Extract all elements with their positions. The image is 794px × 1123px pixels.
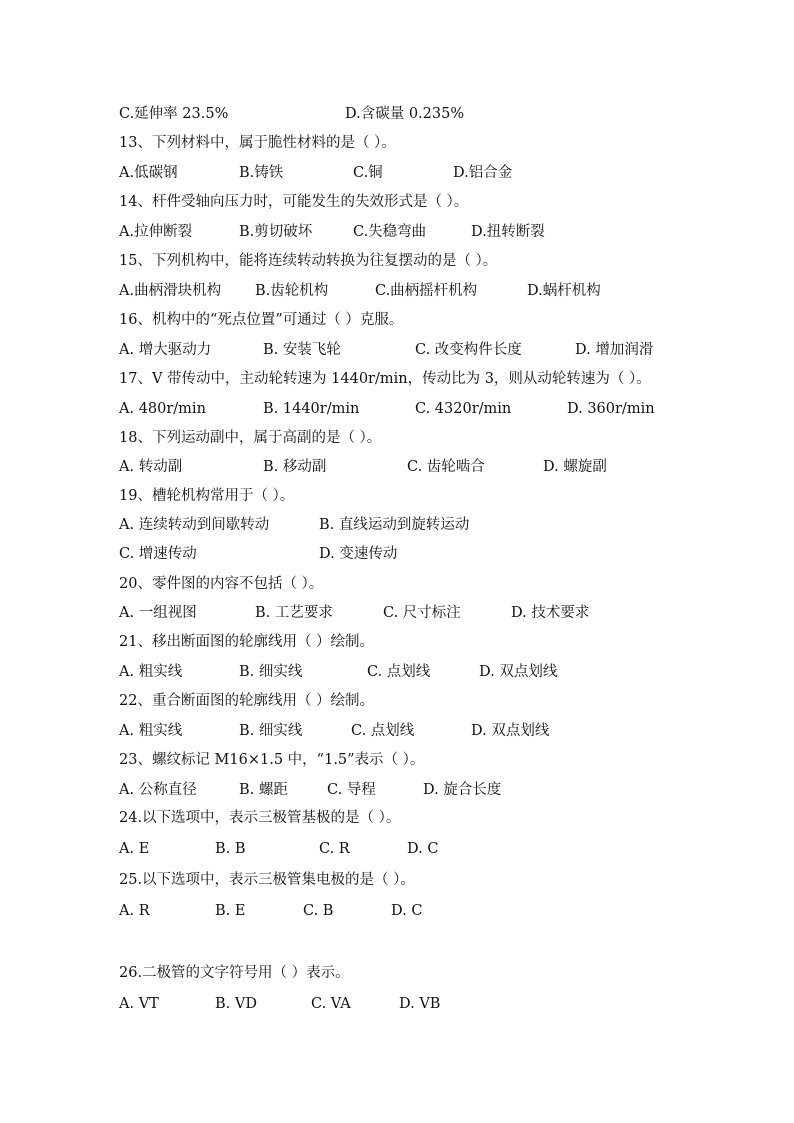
option-text: D. 增加润滑 [575, 342, 654, 358]
option-text: C. 点划线 [351, 723, 415, 739]
option-text: D. 技术要求 [511, 605, 590, 621]
option-text: A. 480r/min [119, 401, 206, 417]
option-text: D. C [407, 841, 439, 857]
option-text: C. 4320r/min [415, 401, 512, 417]
option-text: C. 改变构件长度 [415, 342, 522, 358]
question-text: 21、移出断面图的轮廓线用（ ）绘制。 [119, 634, 375, 650]
question-text: 20、零件图的内容不包括（ ）。 [119, 576, 324, 592]
option-text: A. 增大驱动力 [119, 342, 212, 358]
option-text: B.铸铁 [239, 165, 284, 181]
question-text: 14、杆件受轴向压力时，可能发生的失效形式是（ ）。 [119, 194, 469, 210]
option-text: D. 变速传动 [319, 546, 398, 562]
question-text: 17、V 带传动中，主动轮转速为 1440r/min，传动比为 3，则从动轮转速为（ ）。 [119, 371, 651, 387]
option-text: C. 齿轮啮合 [407, 459, 485, 475]
option-text: A. 公称直径 [119, 782, 197, 798]
option-text: D. 双点划线 [471, 723, 550, 739]
question-text: 24.以下选项中，表示三极管基极的是（ ）。 [119, 810, 401, 826]
option-text: D.蜗杆机构 [527, 283, 601, 299]
option-text: A. 粗实线 [119, 664, 183, 680]
option-text: A.曲柄滑块机构 [119, 283, 222, 299]
option-text: B. E [215, 903, 246, 919]
option-text: B.剪切破坏 [239, 224, 313, 240]
option-text: A. VT [119, 996, 159, 1012]
option-text: A. 连续转动到间歇转动 [119, 517, 270, 533]
option-text: D. VB [399, 996, 441, 1012]
option-text: C.延伸率 23.5% [119, 106, 229, 122]
option-text: C. 点划线 [367, 664, 431, 680]
option-text: B. 直线运动到旋转运动 [319, 517, 470, 533]
option-text: A.低碳钢 [119, 165, 178, 181]
option-text: A. 一组视图 [119, 605, 197, 621]
option-text: B.齿轮机构 [255, 283, 329, 299]
option-text: D. 双点划线 [479, 664, 558, 680]
question-text: 25.以下选项中，表示三极管集电极的是（ ）。 [119, 872, 415, 888]
option-text: D. 螺旋副 [543, 459, 607, 475]
option-text: B. 细实线 [239, 723, 303, 739]
option-text: D. 旋合长度 [423, 782, 502, 798]
option-text: A. E [119, 841, 150, 857]
option-text: D.含碳量 0.235% [345, 106, 465, 122]
question-text: 15、下列机构中，能将连续转动转换为往复摆动的是（ ）。 [119, 253, 498, 269]
question-text: 13、下列材料中，属于脆性材料的是（ ）。 [119, 135, 396, 151]
option-text: C. 尺寸标注 [383, 605, 461, 621]
option-text: C.曲柄摇杆机构 [375, 283, 478, 299]
question-text: 19、槽轮机构常用于（ ）。 [119, 488, 295, 504]
option-text: B. 移动副 [263, 459, 327, 475]
option-text: A. 粗实线 [119, 723, 183, 739]
option-text: D.扭转断裂 [471, 224, 545, 240]
option-text: C. 增速传动 [119, 546, 197, 562]
option-text: B. 工艺要求 [255, 605, 333, 621]
option-text: B. 螺距 [239, 782, 288, 798]
question-text: 23、螺纹标记 M16×1.5 中，“1.5”表示（ ）。 [119, 752, 425, 768]
option-text: D. 360r/min [567, 401, 655, 417]
option-text: D. C [391, 903, 423, 919]
option-text: C. R [319, 841, 350, 857]
option-text: C. VA [311, 996, 351, 1012]
option-text: B. 安装飞轮 [263, 342, 341, 358]
option-text: B. VD [215, 996, 257, 1012]
option-text: C.失稳弯曲 [353, 224, 427, 240]
option-text: D.铝合金 [453, 165, 513, 181]
question-text: 18、下列运动副中，属于高副的是（ ）。 [119, 430, 382, 446]
option-text: A. 转动副 [119, 459, 183, 475]
option-text: B. 细实线 [239, 664, 303, 680]
option-text: C. B [303, 903, 334, 919]
option-text: A.拉伸断裂 [119, 224, 193, 240]
question-text: 22、重合断面图的轮廓线用（ ）绘制。 [119, 693, 375, 709]
question-text: 26.二极管的文字符号用（ ）表示。 [119, 965, 350, 981]
option-text: B. 1440r/min [263, 401, 360, 417]
question-text: 16、机构中的“死点位置”可通过（ ）克服。 [119, 312, 404, 328]
option-text: B. B [215, 841, 246, 857]
option-text: A. R [119, 903, 150, 919]
option-text: C. 导程 [327, 782, 376, 798]
option-text: C.铜 [353, 165, 383, 181]
